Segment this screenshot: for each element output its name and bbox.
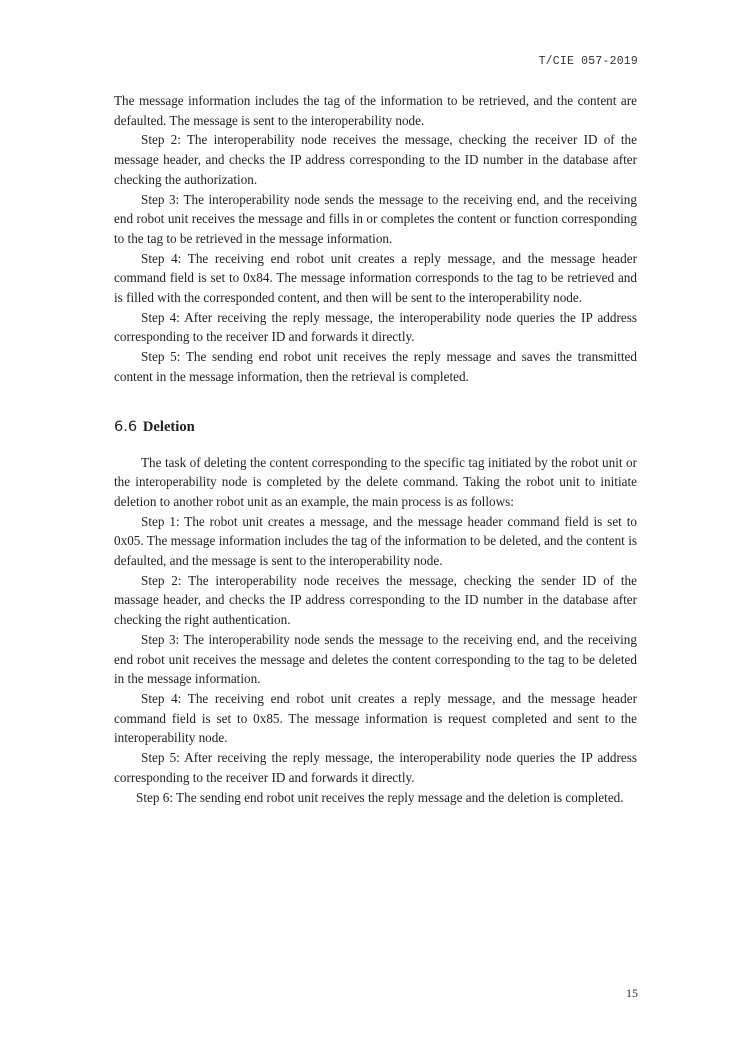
paragraph-deletion-step-4: Step 4: The receiving end robot unit creates a reply message, and the message header command field is set to 0x85. The message information is request completed and sent to the interoperability node. [114,690,637,746]
section-number: 6.6 [114,417,138,435]
paragraph-deletion-step-6: Step 6: The sending end robot unit receives the reply message and the deletion is completed. [136,789,624,805]
section-title: Deletion [142,418,195,435]
page-number: 15 [626,986,638,1000]
paragraph-step-5: Step 5: The sending end robot unit receives the reply message and saves the transmitted content in the message information, then the retrieval is completed. [114,349,637,384]
paragraph-step-4b: Step 4: After receiving the reply message, the interoperability node queries the IP address corresponding to the receiver ID and forwards it directly. [114,309,637,345]
paragraph-deletion-step-3: Step 3: The interoperability node sends the message to the receiving end, and the receiving end robot unit receives the message and deletes the content corresponding to the tag to be deleted in the message information. [114,631,637,687]
paragraph-continuation: The message information includes the tag of the information to be retrieved, and the content are defaulted. The message is sent to the interoperability node. [114,93,637,128]
paragraph-deletion-step-1: Step 1: The robot unit creates a message, and the message header command field is set to 0x05. The message information includes the tag of the information to be deleted, and the content is defaulted, and the message is sent to the interoperability node. [114,513,637,569]
paragraph-step-3: Step 3: The interoperability node sends the message to the receiving end, and the receiving end robot unit receives the message and fills in or completes the content or function corresponding to the tag to be retrieved in the message information. [114,191,637,246]
document-code-header: T/CIE 057-2019 [538,55,638,68]
section-heading-deletion [114,417,637,437]
paragraph-deletion-step-2: Step 2: The interoperability node receives the message, checking the sender ID of the massage header, and checks the IP address corresponding to the ID number in the database after checking the right authentication. [114,572,637,628]
paragraph-step-4: Step 4: The receiving end robot unit creates a reply message, and the message header command field is set to 0x84. The message information corresponds to the tag to be retrieved and is filled with the corresponded content, and then will be sent to the interoperability node. [114,250,637,306]
paragraph-deletion-step-5: Step 5: After receiving the reply message, the interoperability node queries the IP address corresponding to the receiver ID and forwards it directly. [114,750,637,785]
page-content [114,91,637,807]
paragraph-step-2: Step 2: The interoperability node receives the message, checking the receiver ID of the message header, and checks the IP address corresponding to the ID number in the database after checking the authorization. [114,132,637,187]
paragraph-deletion-intro: The task of deleting the content corresponding to the specific tag initiated by the robot unit or the interoperability node is completed by the delete command. Taking the robot unit to initiate deletion to another robot unit as an example, the main process is as follows: [114,454,637,509]
